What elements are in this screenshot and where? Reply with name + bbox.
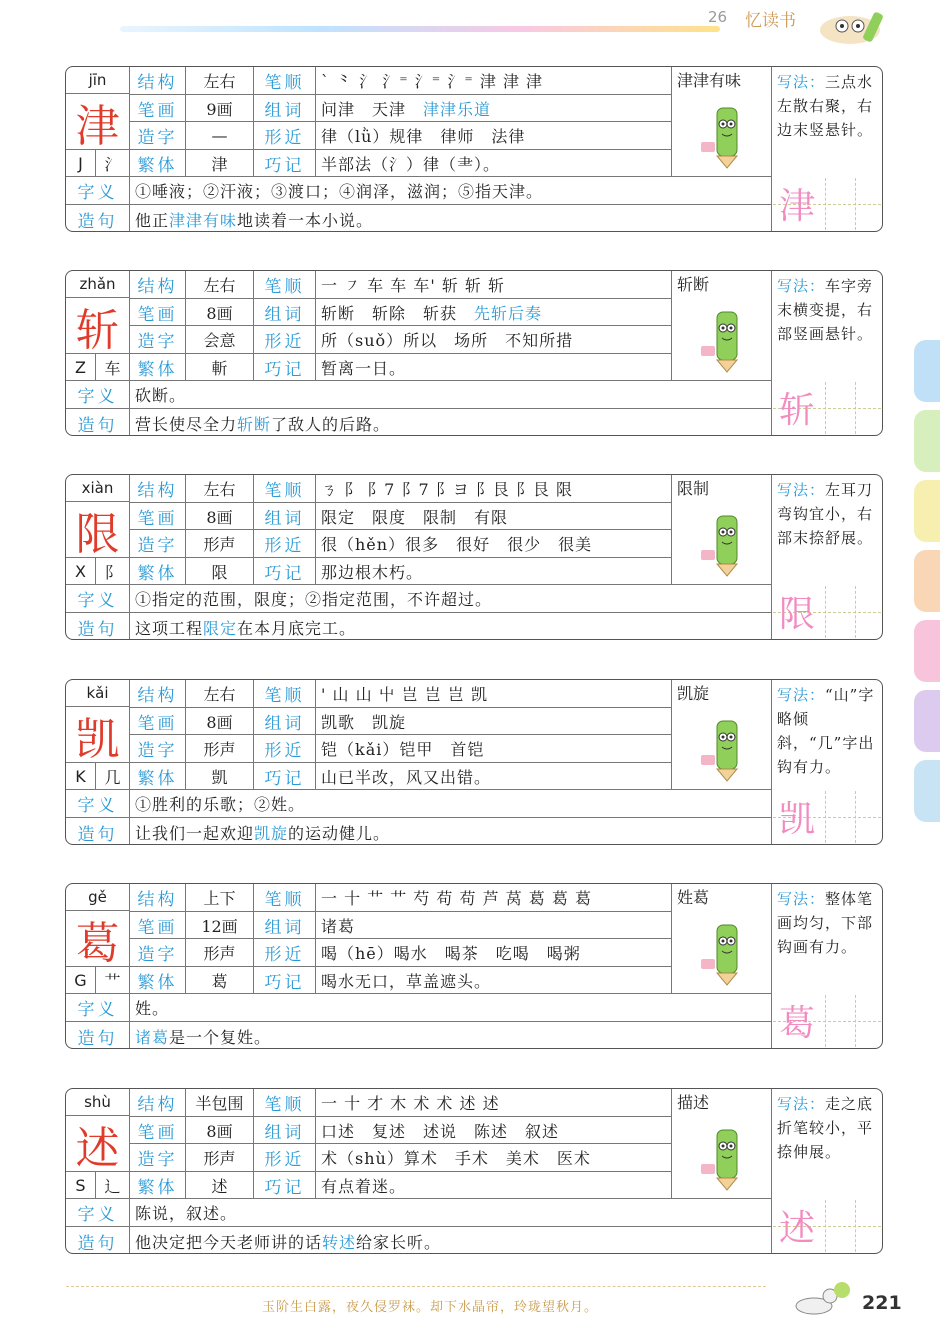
label-structure: 结构 xyxy=(130,884,186,912)
sentence-before: 让我们一起欢迎 xyxy=(135,823,255,843)
initial-letter: S xyxy=(66,1172,96,1199)
label-words: 组词 xyxy=(254,299,316,326)
pencil-mascot-icon xyxy=(697,102,757,170)
meaning: ①指定的范围，限度；②指定范围，不许超过。 xyxy=(130,585,772,613)
main-char: 凯 xyxy=(66,707,130,763)
writing-tip xyxy=(777,274,877,346)
label-stroke-order: 笔顺 xyxy=(254,1089,316,1117)
words xyxy=(316,299,672,326)
traditional-value: 斬 xyxy=(186,354,254,381)
char-entry xyxy=(65,270,883,436)
sentence-before: 这项工程 xyxy=(135,618,204,638)
footer-divider xyxy=(66,1286,766,1287)
writing-tip-label: 写法： xyxy=(777,73,826,91)
sentence-after: 了敌人的后路。 xyxy=(271,414,391,434)
radical: 阝 xyxy=(96,558,130,585)
traditional-value: 限 xyxy=(186,558,254,585)
label-words: 组词 xyxy=(254,1117,316,1144)
example-sentence xyxy=(130,205,772,232)
formation-value: 形声 xyxy=(186,530,254,558)
radical: 车 xyxy=(96,354,130,381)
formation-value: 形声 xyxy=(186,939,254,967)
label-formation: 造字 xyxy=(130,122,186,150)
picture-word: 限制 xyxy=(677,479,710,498)
writing-tip-text: 车字旁末横变提，右部竖画悬针。 xyxy=(777,277,874,343)
words xyxy=(316,708,672,735)
structure-value: 上下 xyxy=(186,884,254,912)
memory-tip: 有点着迷。 xyxy=(316,1172,672,1199)
label-words: 组词 xyxy=(254,708,316,735)
traditional-value: 述 xyxy=(186,1172,254,1199)
example-sentence xyxy=(130,613,772,640)
example-sentence xyxy=(130,409,772,436)
label-similar: 形近 xyxy=(254,326,316,354)
char-table xyxy=(65,66,883,232)
main-char: 斩 xyxy=(66,298,130,354)
traditional-value: 葛 xyxy=(186,967,254,994)
label-traditional: 繁体 xyxy=(130,150,186,177)
structure-value: 半包围 xyxy=(186,1089,254,1117)
label-meaning: 字义 xyxy=(66,381,130,409)
writing-tip-label: 写法： xyxy=(777,1095,826,1113)
words-plain: 斩断 斩除 斩获 xyxy=(321,303,475,323)
header-page-number: 26 xyxy=(708,8,728,26)
writing-tip xyxy=(777,1092,877,1164)
main-char: 津 xyxy=(66,94,130,150)
meaning: 陈说，叙述。 xyxy=(130,1199,772,1227)
pencil-mascot-icon xyxy=(697,510,757,578)
label-stroke-order: 笔顺 xyxy=(254,680,316,708)
char-entry xyxy=(65,66,883,232)
label-meaning: 字义 xyxy=(66,585,130,613)
tracing-char: 限 xyxy=(779,594,816,635)
side-tab[interactable] xyxy=(914,480,940,542)
example-sentence xyxy=(130,818,772,845)
memory-tip: 那边根木朽。 xyxy=(316,558,672,585)
char-table xyxy=(65,270,883,436)
initial-letter: X xyxy=(66,558,96,585)
stroke-order: ' 山 山 屮 岂 岂 岂 凯 xyxy=(316,680,672,708)
sentence-keyword: 津津有味 xyxy=(169,210,238,230)
label-sentence: 造句 xyxy=(66,1227,130,1254)
desk-mascot-icon xyxy=(697,919,757,987)
grid-guide xyxy=(855,995,856,1047)
page-header xyxy=(0,0,940,60)
writing-tip-text: 走之底折笔较小，平捺伸展。 xyxy=(777,1095,874,1161)
label-words: 组词 xyxy=(254,912,316,939)
label-stroke-order: 笔顺 xyxy=(254,884,316,912)
sentence-after: 的运动健儿。 xyxy=(288,823,391,843)
footer-page-number: 221 xyxy=(862,1292,902,1314)
label-formation: 造字 xyxy=(130,326,186,354)
words-plain: 问津 天津 xyxy=(321,99,424,119)
writing-tip-label: 写法： xyxy=(777,890,826,908)
example-sentence xyxy=(130,1227,772,1254)
label-similar: 形近 xyxy=(254,1144,316,1172)
footer-poem: 玉阶生白露，夜久侵罗袜。却下水晶帘，玲珑望秋月。 xyxy=(262,1300,599,1315)
grid-guide xyxy=(855,382,856,434)
label-traditional: 繁体 xyxy=(130,354,186,381)
speech-mascot-icon xyxy=(697,1124,757,1192)
char-table xyxy=(65,883,883,1049)
picture-word: 斩断 xyxy=(677,275,710,294)
sentence-keyword: 斩断 xyxy=(237,414,272,434)
label-strokes: 笔画 xyxy=(130,708,186,735)
label-traditional: 繁体 xyxy=(130,1172,186,1199)
char-entry xyxy=(65,474,883,640)
structure-value: 左右 xyxy=(186,271,254,299)
label-stroke-order: 笔顺 xyxy=(254,271,316,299)
initial-letter: K xyxy=(66,763,96,790)
meaning: 姓。 xyxy=(130,994,772,1022)
strokes-value: 9画 xyxy=(186,95,254,122)
grid-guide xyxy=(855,1200,856,1252)
label-stroke-order: 笔顺 xyxy=(254,67,316,95)
pinyin: zhǎn xyxy=(66,271,130,298)
stroke-order: 一 十 才 木 术 术 述 述 xyxy=(316,1089,672,1117)
example-sentence xyxy=(130,1022,772,1049)
stroke-order: 一 ㇇ 车 车 车' 斩 斩 斩 xyxy=(316,271,672,299)
tracing-char: 葛 xyxy=(779,1003,816,1044)
writing-tip xyxy=(777,887,877,959)
char-table xyxy=(65,679,883,845)
label-words: 组词 xyxy=(254,503,316,530)
label-traditional: 繁体 xyxy=(130,967,186,994)
label-sentence: 造句 xyxy=(66,818,130,845)
strokes-value: 8画 xyxy=(186,503,254,530)
main-char: 葛 xyxy=(66,911,130,967)
writing-tip-label: 写法： xyxy=(777,481,826,499)
words xyxy=(316,1117,672,1144)
grid-guide xyxy=(855,791,856,843)
sentence-after: 给家长听。 xyxy=(356,1232,442,1252)
label-formation: 造字 xyxy=(130,530,186,558)
label-structure: 结构 xyxy=(130,271,186,299)
picture-word: 凯旋 xyxy=(677,684,710,703)
writing-tip-text: 整体笔画均匀，下部钩画有力。 xyxy=(777,890,874,956)
similar-chars: 律（lǜ）规律 律师 法律 xyxy=(316,122,672,150)
label-structure: 结构 xyxy=(130,67,186,95)
similar-chars: 很（hěn）很多 很好 很少 很美 xyxy=(316,530,672,558)
radical: 氵 xyxy=(96,150,130,177)
radical: 几 xyxy=(96,763,130,790)
page-footer xyxy=(0,1280,940,1343)
tracing-char: 斩 xyxy=(779,390,816,431)
label-formation: 造字 xyxy=(130,735,186,763)
initial-letter: Z xyxy=(66,354,96,381)
char-entry xyxy=(65,679,883,845)
stroke-order: ` ⺀ 氵 氵⁼ 氵⁼ 氵⁼ 津 津 津 xyxy=(316,67,672,95)
label-traditional: 繁体 xyxy=(130,558,186,585)
main-char: 限 xyxy=(66,502,130,558)
words-plain: 限定 限度 限制 有限 xyxy=(321,507,509,527)
header-title: 忆读书 xyxy=(745,11,796,31)
writing-tip-text: 三点水左散右聚，右边末竖悬针。 xyxy=(777,73,874,139)
stroke-order: ㄋ 阝 阝7 阝7 阝ヨ 阝艮 阝艮 限 xyxy=(316,475,672,503)
words-plain: 口述 复述 述说 陈述 叙述 xyxy=(321,1121,560,1141)
sentence-after: 地读着一本小说。 xyxy=(237,210,374,230)
tracing-char: 凯 xyxy=(779,799,816,840)
traditional-value: 凱 xyxy=(186,763,254,790)
label-memory: 巧记 xyxy=(254,354,316,381)
sentence-before: 营长使尽全力 xyxy=(135,414,238,434)
header-ribbon xyxy=(120,26,720,32)
initial-letter: J xyxy=(66,150,96,177)
sentence-after: 在本月底完工。 xyxy=(237,618,357,638)
meaning: ①胜利的乐歌；②姓。 xyxy=(130,790,772,818)
label-structure: 结构 xyxy=(130,680,186,708)
sentence-keyword: 诸葛 xyxy=(135,1027,170,1047)
label-similar: 形近 xyxy=(254,530,316,558)
label-strokes: 笔画 xyxy=(130,95,186,122)
meaning: ①唾液；②汗液；③渡口；④润泽，滋润；⑤指天津。 xyxy=(130,177,772,205)
char-entry xyxy=(65,1088,883,1254)
sentence-after: 是一个复姓。 xyxy=(169,1027,272,1047)
label-memory: 巧记 xyxy=(254,763,316,790)
label-sentence: 造句 xyxy=(66,1022,130,1049)
similar-chars: 所（suǒ）所以 场所 不知所措 xyxy=(316,326,672,354)
main-char: 述 xyxy=(66,1116,130,1172)
grid-guide xyxy=(855,178,856,230)
pinyin: kǎi xyxy=(66,680,130,707)
picture-word: 描述 xyxy=(677,1093,710,1112)
label-meaning: 字义 xyxy=(66,994,130,1022)
tracing-char: 津 xyxy=(779,186,816,227)
writing-tip-text: “山”字略倾斜，“几”字出钩有力。 xyxy=(777,686,875,776)
memory-tip: 半部法（氵）律（⺻）。 xyxy=(316,150,672,177)
radical: 辶 xyxy=(96,1172,130,1199)
label-memory: 巧记 xyxy=(254,558,316,585)
memory-tip: 喝水无口，草盖遮头。 xyxy=(316,967,672,994)
side-tabs xyxy=(914,340,940,830)
label-sentence: 造句 xyxy=(66,409,130,436)
label-similar: 形近 xyxy=(254,122,316,150)
label-sentence: 造句 xyxy=(66,205,130,232)
sentence-keyword: 限定 xyxy=(203,618,238,638)
writing-tip-label: 写法： xyxy=(777,686,826,704)
words xyxy=(316,95,672,122)
sentence-before: 他决定把今天老师讲的话 xyxy=(135,1232,323,1252)
side-tab[interactable] xyxy=(914,620,940,682)
words-plain: 凯歌 凯旋 xyxy=(321,712,407,732)
side-tab[interactable] xyxy=(914,410,940,472)
similar-chars: 术（shù）算术 手术 美术 医术 xyxy=(316,1144,672,1172)
formation-value: 形声 xyxy=(186,1144,254,1172)
label-strokes: 笔画 xyxy=(130,1117,186,1144)
traditional-value: 津 xyxy=(186,150,254,177)
label-formation: 造字 xyxy=(130,1144,186,1172)
words xyxy=(316,912,672,939)
sentence-before: 他正 xyxy=(135,210,170,230)
tracing-char: 述 xyxy=(779,1208,816,1249)
memory-tip: 山已半改，风又出错。 xyxy=(316,763,672,790)
label-structure: 结构 xyxy=(130,1089,186,1117)
writing-tip xyxy=(777,70,877,142)
label-strokes: 笔画 xyxy=(130,503,186,530)
grid-guide xyxy=(855,586,856,638)
structure-value: 左右 xyxy=(186,475,254,503)
meaning: 砍断。 xyxy=(130,381,772,409)
similar-chars: 铠（kǎi）铠甲 首铠 xyxy=(316,735,672,763)
pinyin: xiàn xyxy=(66,475,130,502)
label-sentence: 造句 xyxy=(66,613,130,640)
label-similar: 形近 xyxy=(254,939,316,967)
picture-word: 津津有味 xyxy=(677,71,742,90)
memory-tip: 暂离一日。 xyxy=(316,354,672,381)
formation-value: — xyxy=(186,122,254,150)
label-formation: 造字 xyxy=(130,939,186,967)
formation-value: 形声 xyxy=(186,735,254,763)
sentence-keyword: 凯旋 xyxy=(254,823,289,843)
side-tab[interactable] xyxy=(914,550,940,612)
trumpet-mascot-icon xyxy=(697,715,757,783)
side-tab[interactable] xyxy=(914,760,940,822)
radical: 艹 xyxy=(96,967,130,994)
char-table xyxy=(65,474,883,640)
label-meaning: 字义 xyxy=(66,790,130,818)
mascot-icon xyxy=(812,4,888,48)
side-tab[interactable] xyxy=(914,690,940,752)
label-meaning: 字义 xyxy=(66,177,130,205)
label-similar: 形近 xyxy=(254,735,316,763)
char-entry xyxy=(65,883,883,1049)
words xyxy=(316,503,672,530)
words-highlight: 津津乐道 xyxy=(423,99,492,119)
writing-tip xyxy=(777,478,877,550)
pinyin: gě xyxy=(66,884,130,911)
horse-mascot-icon xyxy=(780,1280,850,1320)
label-memory: 巧记 xyxy=(254,967,316,994)
writing-tip xyxy=(777,683,877,779)
strokes-value: 8画 xyxy=(186,708,254,735)
label-stroke-order: 笔顺 xyxy=(254,475,316,503)
label-strokes: 笔画 xyxy=(130,912,186,939)
initial-letter: G xyxy=(66,967,96,994)
structure-value: 左右 xyxy=(186,680,254,708)
stroke-order: 一 十 艹 艹 芍 苟 苟 芦 莴 葛 葛 葛 xyxy=(316,884,672,912)
label-words: 组词 xyxy=(254,95,316,122)
pinyin: shù xyxy=(66,1089,130,1116)
side-tab[interactable] xyxy=(914,340,940,402)
writing-tip-text: 左耳刀弯钩宜小，右部末捺舒展。 xyxy=(777,481,874,547)
similar-chars: 喝（hē）喝水 喝茶 吃喝 喝粥 xyxy=(316,939,672,967)
label-structure: 结构 xyxy=(130,475,186,503)
picture-word: 姓葛 xyxy=(677,888,710,907)
pinyin: jīn xyxy=(66,67,130,94)
strokes-value: 12画 xyxy=(186,912,254,939)
writing-tip-label: 写法： xyxy=(777,277,826,295)
label-memory: 巧记 xyxy=(254,1172,316,1199)
strokes-value: 8画 xyxy=(186,299,254,326)
words-highlight: 先斩后奏 xyxy=(474,303,543,323)
label-meaning: 字义 xyxy=(66,1199,130,1227)
label-strokes: 笔画 xyxy=(130,299,186,326)
structure-value: 左右 xyxy=(186,67,254,95)
words-plain: 诸葛 xyxy=(321,916,356,936)
strokes-value: 8画 xyxy=(186,1117,254,1144)
char-table xyxy=(65,1088,883,1254)
label-memory: 巧记 xyxy=(254,150,316,177)
sentence-keyword: 转述 xyxy=(322,1232,357,1252)
formation-value: 会意 xyxy=(186,326,254,354)
pencil-mascot-icon xyxy=(697,306,757,374)
label-traditional: 繁体 xyxy=(130,763,186,790)
